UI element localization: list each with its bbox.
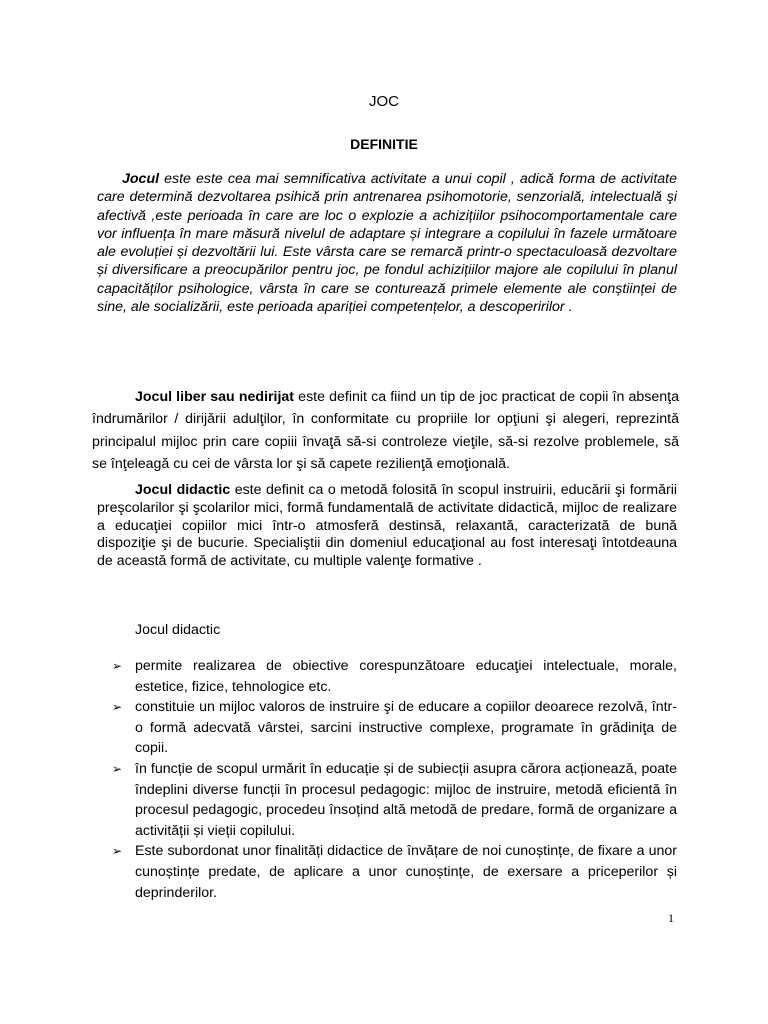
- list-intro: Jocul didactic: [135, 622, 221, 638]
- definition-term: Jocul: [122, 171, 160, 187]
- didactic-play-text: este definit ca o metodă folosită în scopul instruirii, educării şi formării preşcolarilor şi şcolarilor mici, formă fundamentală de activitate didactică, mijloc de realizare a educaţiei copiilor mici într-o atmosferă destinsă, relaxantă, caracterizată de bună dispoziţie şi de bucurie. Specialiştii din domeniul educaţional au fost interesaţi întotdeauna de această formă de activitate, cu multiple valenţe formative .: [97, 482, 678, 570]
- document-title: JOC: [369, 93, 399, 110]
- arrow-bullet-icon: ➢: [112, 761, 123, 776]
- arrow-bullet-icon: ➢: [112, 659, 123, 673]
- didactic-play-paragraph: [97, 482, 677, 571]
- didactic-play-list: [112, 656, 677, 903]
- didactic-play-term: Jocul didactic: [135, 482, 231, 498]
- definition-text: este este cea mai semnificativa activitate a unui copil , adică forma de activitate care determină dezvoltarea psihică prin antrenarea psihomotorie, senzorială, intelectuală şi afectivă ,este perioada în care are loc o explozie a achizițiilor psihocomportamentale care vor influența în mare măsură nivelul de adaptare și integrare a copilului în fazele următoare ale evoluției și dezvoltării lui. Este vârsta care se remarcă printr-o spectaculoasă dezvoltare și diversificare a preocupărilor pentru joc, pe fondul achizițiilor majore ale copilului în planul capacităților psihologice, vârsta în care se conturează primele elemente ale conștiinței de sine, ale socializării, este perioada apariției competențelor, a descoperirilor .: [97, 171, 677, 316]
- free-play-paragraph: [92, 386, 679, 475]
- document-subtitle: DEFINITIE: [350, 136, 418, 152]
- list-item: [112, 697, 677, 759]
- page-number: 1: [668, 911, 674, 925]
- list-item: [112, 759, 677, 841]
- free-play-text: este definit ca fiind un tip de joc practicat de copii în absenţa îndrumărilor / dirijării adulţilor, în conformitate cu propriile lor opţiuni şi alegeri, reprezintă principalul mijloc prin care copiii învaţă să-si controleze vieţile, să-si rezolve problemele, să se înţeleagă cu cei de vârsta lor şi să capete rezilienţă emoţională.: [92, 389, 679, 472]
- definition-paragraph: [97, 170, 677, 316]
- list-item: [112, 841, 677, 903]
- list-item-text: permite realizarea de obiective corespunzătoare educaţiei intelectuale, morale, estetice, fizice, tehnologice etc.: [135, 658, 677, 695]
- list-item-text: Este subordonat unor finalități didactice de învățare de noi cunoștințe, de fixare a unor cunoștințe predate, de aplicare a unor cunoștințe, de exersare a priceperilor și deprinderilor.: [135, 843, 677, 901]
- free-play-term: Jocul liber sau nedirijat: [135, 389, 295, 405]
- arrow-bullet-icon: ➢: [112, 844, 123, 859]
- arrow-bullet-icon: ➢: [112, 700, 123, 715]
- list-item: [112, 656, 677, 697]
- list-item-text: constituie un mijloc valoros de instruire şi de educare a copiilor deoarece rezolvă, într-o formă adecvată vârstei, sarcini instructive complexe, programate în grădiniţa de copii.: [135, 699, 677, 757]
- list-item-text: în funcție de scopul urmărit în educație și de subiecții asupra cărora acționează, poate îndeplini diverse funcții în procesul pedagogic: mijloc de instruire, metodă eficientă în procesul pedagogic, procedeu însoțind altă metodă de predare, formă de organizare a activității și vieții copilului.: [135, 760, 677, 839]
